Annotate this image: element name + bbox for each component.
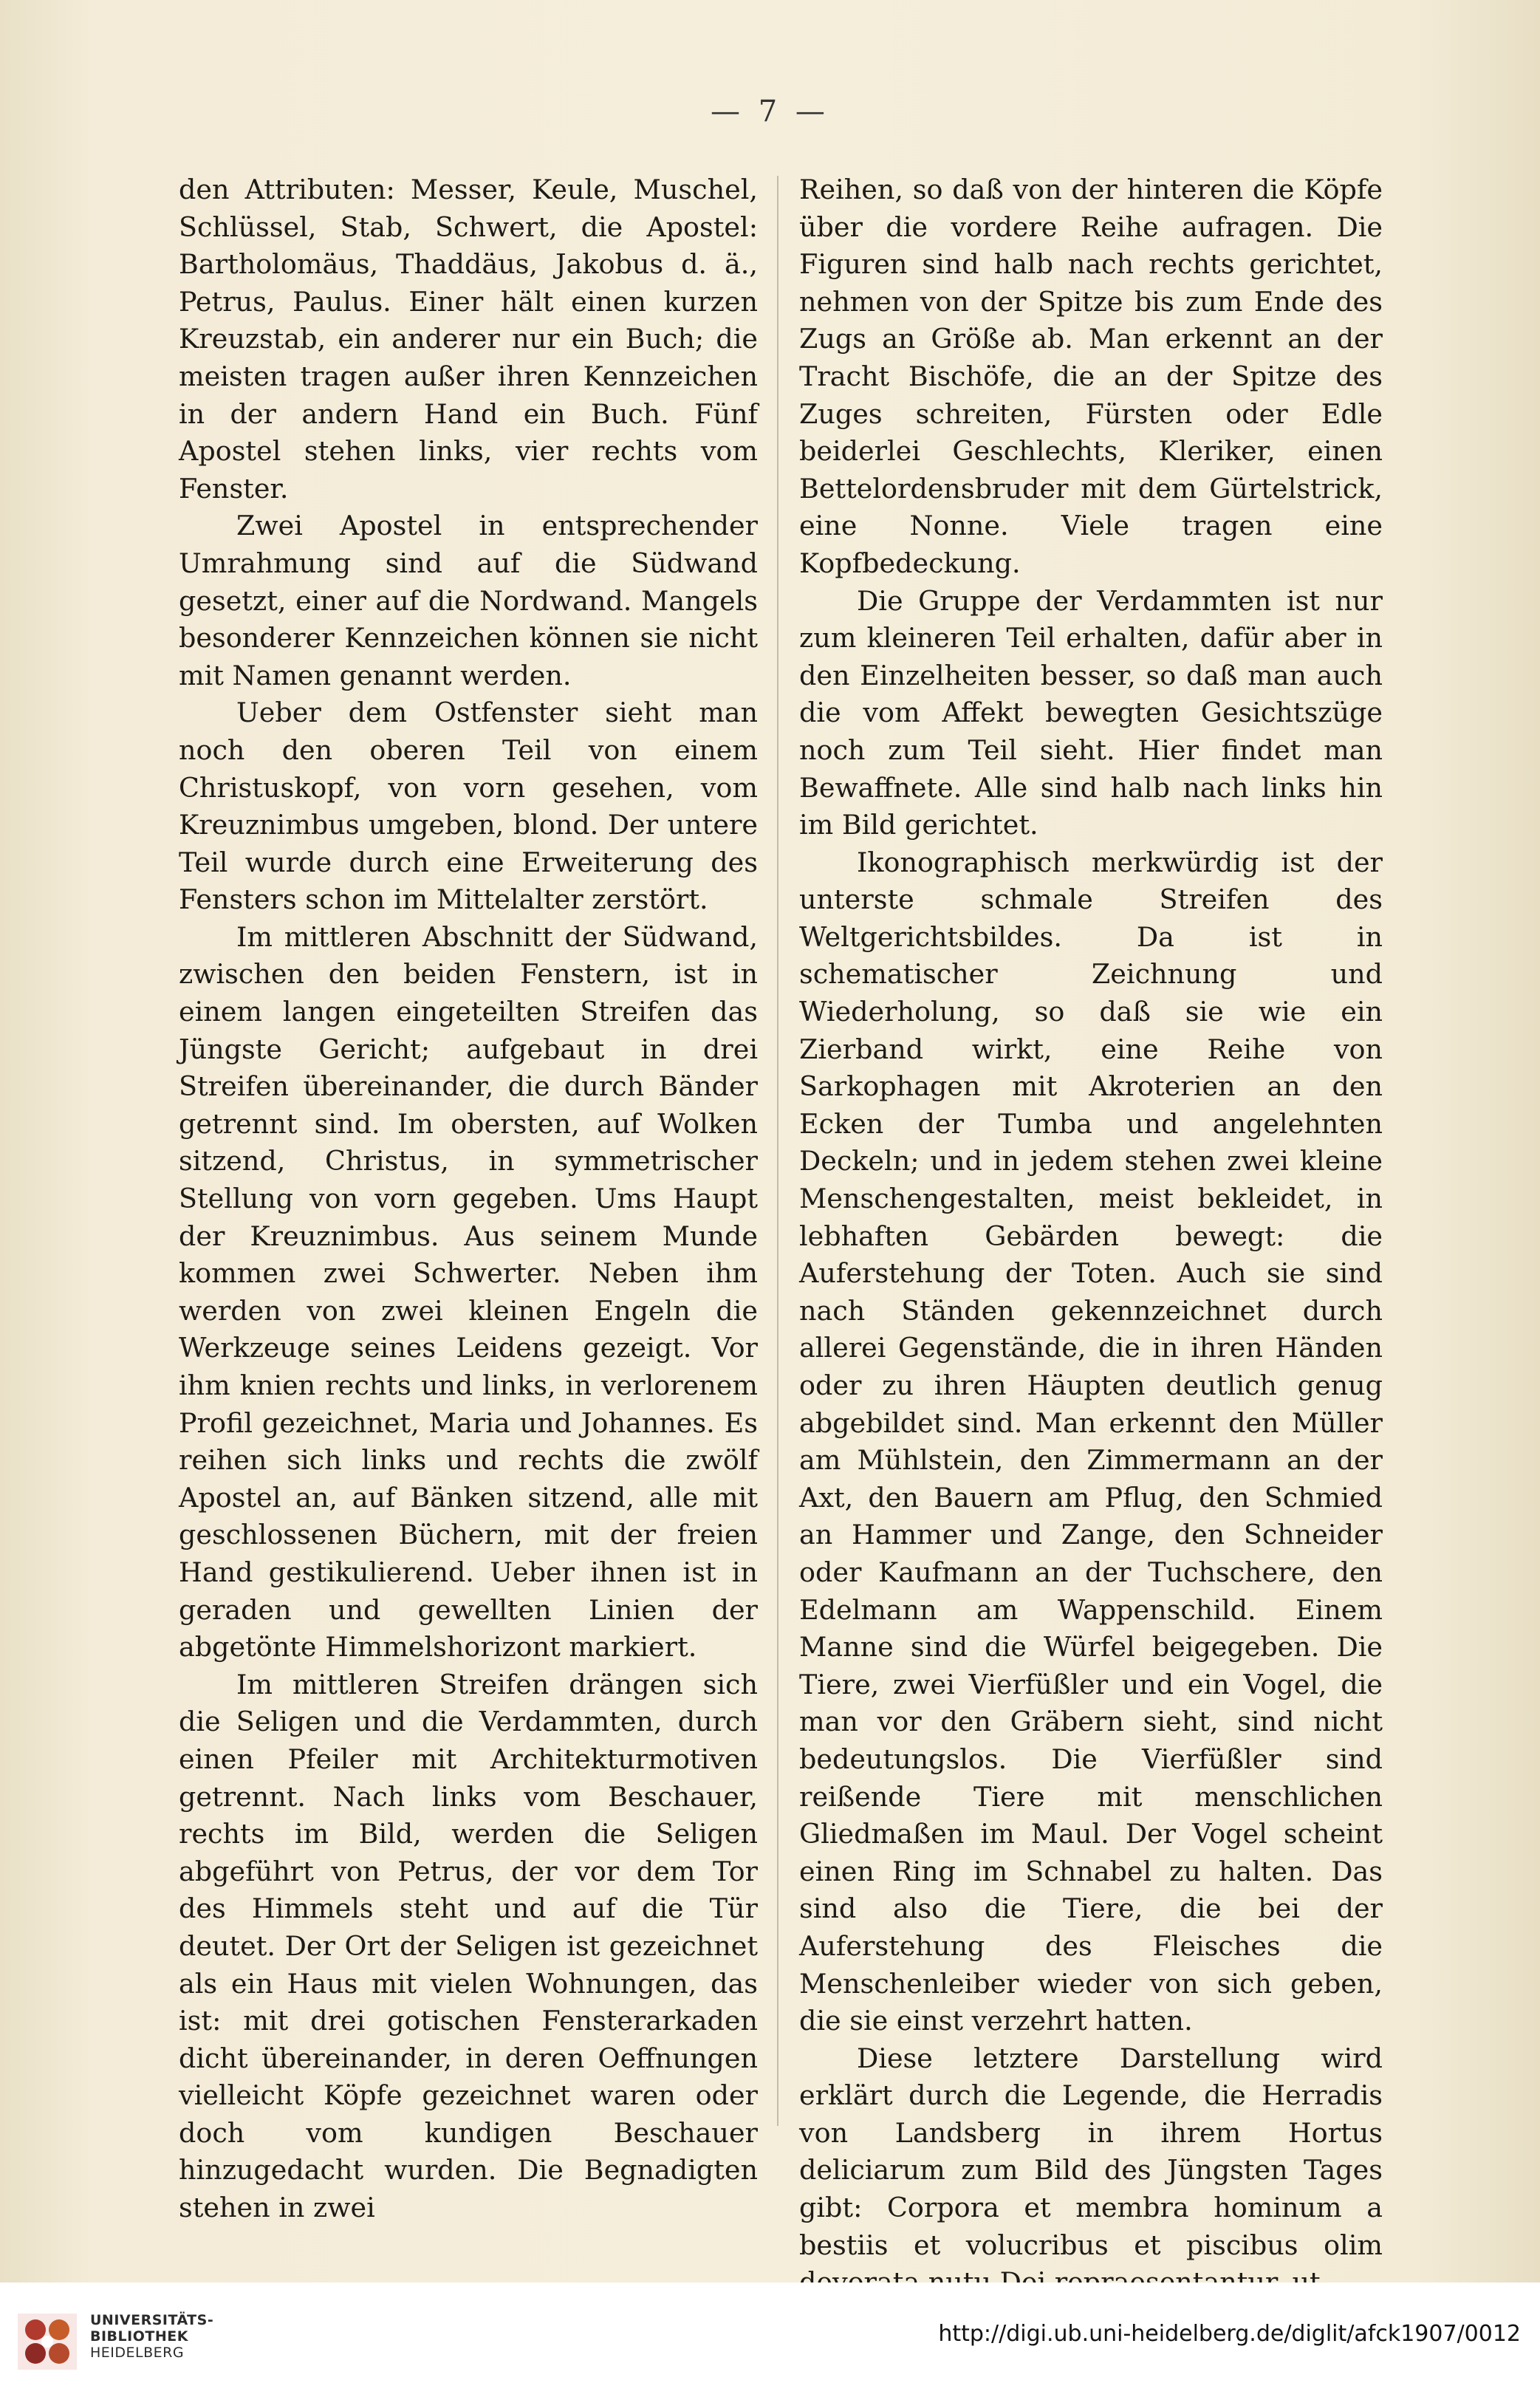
page-number-header: — 7 — (711, 95, 829, 129)
paragraph: Ikonographisch merkwürdig ist der unterste schmale Streifen des Weltgerichtsbildes. Da ist in schematischer Zeichnung und Wiederholung, so daß sie wie ein Zierband wirkt, eine Reihe von Sarkophagen mit Akroterien an den Ecken der Tumba und angelehnten Deckeln; und in jedem stehen zwei kleine Menschengestalten, meist bekleidet, in lebhaften Gebärden bewegt: die Auferstehung der Toten. Auch sie sind nach Ständen gekennzeichnet durch allerei Gegenstände, die in ihren Händen oder zu ihren Häupten deutlich genug abgebildet sind. Man erkennt den Müller am Mühlstein, den Zimmermann an der Axt, den Bauern am Pflug, den Schmied an Hammer und Zange, den Schneider oder Kaufmann an der Tuchschere, den Edelmann am Wappenschild. Einem Manne sind die Würfel beigegeben. Die Tiere, zwei Vierfüßler und ein Vogel, die man vor den Gräbern sieht, sind nicht bedeutungslos. Die Vierfüßler sind reißende Tiere mit menschlichen Gliedmaßen im Maul. Der Vogel scheint einen Ring im Schnabel zu halten. Das sind also die Tiere, die bei der Auferstehung des Fleisches die Menschenleiber wieder von sich geben, die sie einst verzehrt hatten. (799, 846, 1383, 2037)
library-name-line: UNIVERSITÄTS- (90, 2312, 214, 2328)
paragraph: Im mittleren Streifen drängen sich die Seligen und die Verdammten, durch einen Pfeiler mit Architekturmotiven getrennt. Nach links vom Beschauer, rechts im Bild, werden die Seligen abgeführt von Petrus, der vor dem Tor des Himmels steht und auf die Tür deutet. Der Ort der Seligen ist gezeichnet als ein Haus mit vielen Wohnungen, das ist: mit drei gotischen Fensterarkaden dicht übereinander, in deren Oeffnungen vielleicht Köpfe gezeichnet waren oder doch vom kundigen Beschauer hinzugedacht wurden. Die Begnadigten stehen in zwei (179, 1668, 758, 2224)
paragraph: Im mittleren Abschnitt der Südwand, zwischen den beiden Fenstern, ist in einem langen eingeteilten Streifen das Jüngste Gericht; aufgebaut in drei Streifen übereinander, die durch Bänder getrennt sind. Im obersten, auf Wolken sitzend, Christus, in symmetrischer Stellung von vorn gegeben. Ums Haupt der Kreuznimbus. Aus seinem Munde kommen zwei Schwerter. Neben ihm werden von zwei kleinen Engeln die Werkzeuge seines Leidens gezeigt. Vor ihm knien rechts und links, in verlorenem Profil gezeichnet, Maria und Johannes. Es reihen sich links und rechts die zwölf Apostel an, auf Bänken sitzend, alle mit geschlossenen Büchern, mit der freien Hand gestikulierend. Ueber ihnen ist in geraden und gewellten Linien der abgetönte Himmelshorizont markiert. (179, 920, 758, 1663)
paragraph: Diese letztere Darstellung wird erklärt durch die Legende, die Herradis von Landsberg in ihrem Hortus deliciarum zum Bild des Jüngsten Tages gibt: Corpora et membra hominum a bestiis et volucribus et piscibus olim (799, 2042, 1383, 2261)
paragraph: den Attributen: Messer, Keule, Muschel, Schlüssel, Stab, Schwert, die Apostel: Bartholomäus, Thaddäus, Jakobus d. ä., Petrus, Paulus. Einer hält einen kurzen Kreuzstab, ein anderer nur ein Buch; die meisten tragen außer ihren Kennzeichen in der andern Hand ein Buch. Fünf Apostel stehen links, vier rechts vom Fenster. (179, 174, 758, 505)
column-divider (777, 176, 778, 2126)
library-name-line: BIBLIOTHEK (90, 2328, 188, 2345)
library-name-line: HEIDELBERG (90, 2345, 185, 2361)
paragraph: Zwei Apostel in entsprechender Umrahmung sind auf die Südwand gesetzt, einer auf die Nordwand. Mangels besonderer Kennzeichen können sie nicht mit Namen genannt werden. (179, 510, 758, 691)
source-url-link[interactable]: http://digi.ub.uni-heidelberg.de/diglit/afck1907/0012 (938, 2321, 1521, 2347)
paragraph: Die Gruppe der Verdammten ist nur zum kleineren Teil erhalten, dafür aber in den Einzelheiten besser, so daß man auch die vom Affekt bewegten Gesichtszüge noch zum Teil sieht. Hier findet man Bewaffnete. Alle sind halb nach links hin im Bild gerichtet. (799, 584, 1383, 841)
text-column-right (799, 171, 1383, 2302)
library-name (90, 2312, 213, 2361)
paragraph: Ueber dem Ostfenster sieht man noch den oberen Teil von einem Christuskopf, von vorn gesehen, vom Kreuznimbus umgeben, blond. Der untere Teil wurde durch eine Erweiterung des Fensters schon im Mittelalter zerstört. (179, 697, 758, 916)
library-logo-icon (13, 2308, 81, 2376)
text-column-left (179, 171, 758, 2227)
paragraph: Reihen, so daß von der hinteren die Köpfe über die vordere Reihe aufragen. Die Figuren sind halb nach rechts gerichtet, nehmen von der Spitze bis zum Ende des Zugs an Größe ab. Man erkennt an der Tracht Bischöfe, die an der Spitze des Zuges schreiten, Fürsten oder Edle beiderlei Geschlechts, Kleriker, einen Bettelordensbruder mit dem Gürtelstrick, eine Nonne. Viele tragen eine Kopfbedeckung. (799, 174, 1383, 579)
